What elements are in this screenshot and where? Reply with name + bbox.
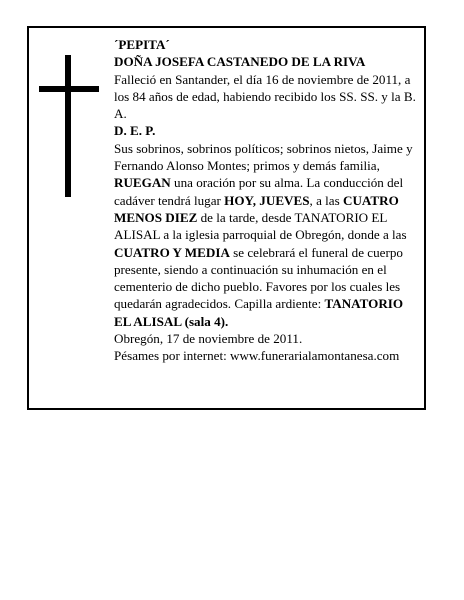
family-paragraph <box>114 140 420 330</box>
at-the-text: , a las <box>309 192 343 208</box>
deceased-name: DOÑA JOSEFA CASTANEDO DE LA RIVA <box>114 54 366 70</box>
chapel-text: TANATORIO EL ALISAL (sala 4). <box>114 296 404 329</box>
rip-line: D. E. P. <box>114 123 156 139</box>
nickname: ´PEPITA´ <box>114 37 170 52</box>
death-statement: Falleció en Santander, el día 16 de noviembre de 2011, a los 84 años de edad, habiendo recibido los SS. SS. y la B. A. <box>114 71 416 122</box>
cuatro-y-media-text: CUATRO Y MEDIA <box>114 244 230 260</box>
funeral-details-text: se celebrará el funeral de cuerpo presente, siendo a continuación su inhumación en el cementerio de dicho pueblo. Favores por los cuales les quedarán agradecidos. Capilla ardiente: <box>114 244 403 312</box>
family-text: Sus sobrinos, sobrinos políticos; sobrinos nietos, Jaime y Fernando Alonso Montes; primos y demás familia, <box>114 140 413 174</box>
prayer-request-text: una oración por su alma. La conducción del cadáver tendrá lugar <box>114 175 404 208</box>
place-date: Obregón, 17 de noviembre de 2011. <box>114 331 303 347</box>
cross-horizontal-bar <box>39 86 99 92</box>
obituary-text <box>114 36 420 365</box>
condolences-line: Pésames por internet: www.funerarialamontanesa.com <box>114 348 400 364</box>
departure-text: de la tarde, desde TANATORIO EL ALISAL a la iglesia parroquial de Obregón, donde a las <box>114 209 407 243</box>
hoy-jueves-text: HOY, JUEVES <box>224 192 310 208</box>
cross-vertical-bar <box>65 55 71 197</box>
ruegan-text: RUEGAN <box>114 175 171 191</box>
cross-icon <box>39 55 99 197</box>
cuatro-menos-diez-text: CUATRO MENOS DIEZ <box>114 192 399 225</box>
